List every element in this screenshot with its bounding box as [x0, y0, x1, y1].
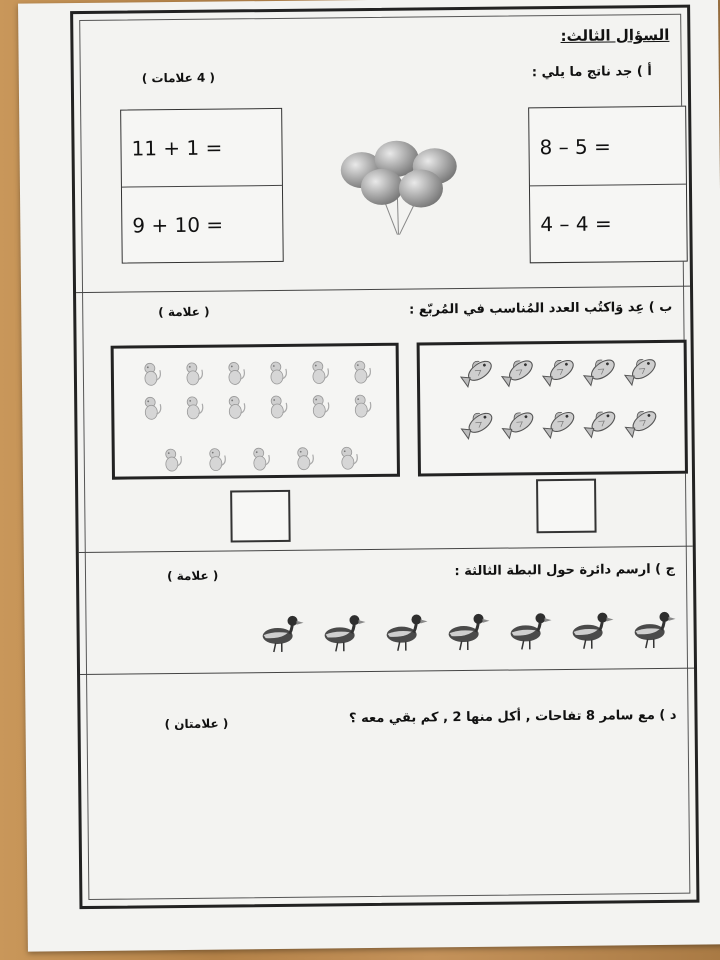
part-a-left-box: [120, 108, 284, 264]
section-title: السؤال الثالث:: [560, 25, 670, 45]
duck-icon: [634, 612, 675, 648]
monkeys-box: [111, 343, 400, 480]
duck-icon: [386, 614, 427, 650]
part-d-prompt: د ) مع سامر 8 تفاحات , أكل منها 2 , كم بقي معه ؟: [348, 707, 677, 727]
fish-icon: [459, 407, 495, 440]
monkey-icon: [313, 395, 329, 417]
fish-icon: [582, 406, 618, 439]
fish-box: [417, 340, 688, 477]
fish-group: [420, 343, 685, 474]
ducks-row: [249, 604, 690, 665]
monkeys-group: [114, 346, 397, 477]
equation-11-plus-1: 11 + 1 =: [131, 135, 223, 161]
monkey-icon: [271, 362, 287, 384]
part-a-prompt: أ ) جد ناتج ما يلي :: [531, 64, 652, 81]
monkey-icon: [187, 397, 203, 419]
equation-8-minus-5: 8 – 5 =: [539, 133, 611, 159]
fish-icon: [581, 354, 617, 387]
monkey-icon: [271, 396, 287, 418]
part-b-marks: ( علامة ): [158, 304, 210, 320]
fish-icon: [540, 354, 576, 387]
balloons-illustration: [336, 134, 467, 245]
part-d-answer-area[interactable]: [97, 748, 680, 886]
monkey-icon: [313, 361, 329, 383]
page-border: [70, 5, 699, 909]
monkeys-answer-box[interactable]: [230, 490, 291, 543]
duck-icon: [324, 615, 365, 651]
equation-9-plus-10: 9 + 10 =: [122, 185, 283, 263]
part-c-prompt: ج ) ارسم دائرة حول البطة الثالثة :: [454, 561, 676, 580]
fish-icon: [541, 406, 577, 439]
monkey-icon: [254, 448, 270, 470]
duck-icon: [448, 614, 489, 650]
monkey-icon: [229, 362, 245, 384]
part-a-marks: ( 4 علامات ): [141, 70, 216, 86]
fish-icon: [458, 355, 494, 388]
monkey-icon: [298, 448, 314, 470]
equation-4-minus-4: 4 – 4 =: [530, 184, 687, 263]
fish-icon: [500, 406, 536, 439]
duck-icon: [572, 612, 613, 648]
part-d-marks: ( علامتان ): [164, 716, 229, 732]
monkey-icon: [145, 363, 161, 385]
fish-icon: [623, 405, 659, 438]
duck-icon: [510, 613, 551, 649]
part-c-marks: ( علامة ): [166, 568, 219, 584]
fish-answer-box[interactable]: [536, 479, 597, 534]
part-b-prompt: ب ) عِد وَاكتُب العدد المُناسب في المُربّع :: [408, 299, 673, 318]
monkey-icon: [145, 397, 161, 419]
monkey-icon: [229, 396, 245, 418]
monkey-icon: [355, 395, 371, 417]
monkey-icon: [210, 449, 226, 471]
fish-icon: [499, 354, 535, 387]
monkey-icon: [342, 447, 358, 469]
monkey-icon: [355, 361, 371, 383]
duck-icon: [262, 616, 303, 652]
fish-icon: [622, 353, 658, 386]
part-a-right-box: [528, 106, 688, 264]
monkey-icon: [187, 363, 203, 385]
monkey-icon: [166, 449, 182, 471]
worksheet-page: [18, 0, 720, 952]
